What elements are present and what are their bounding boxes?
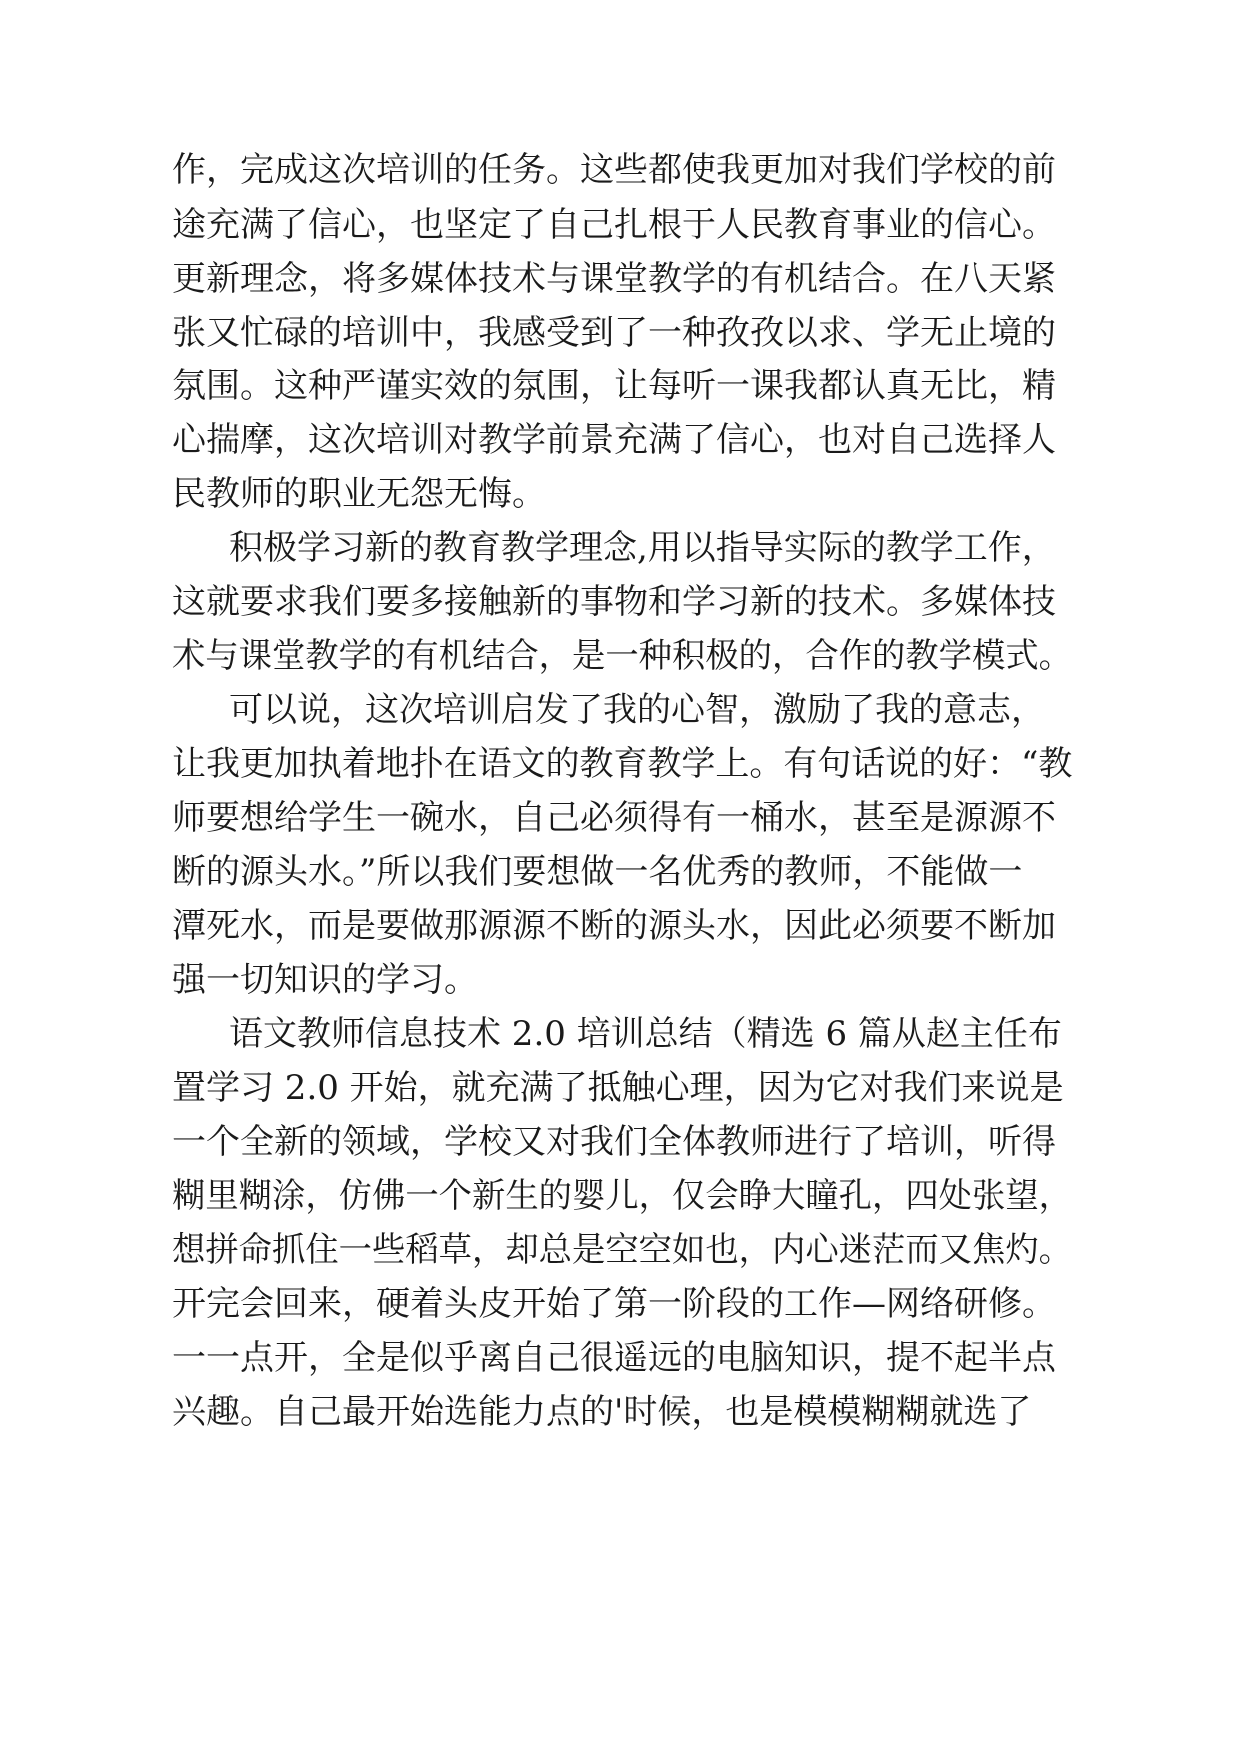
text-line: 语文教师信息技术 2.0 培训总结（精选 6 篇从赵主任布 [229, 1014, 1062, 1054]
text-line: 积极学习新的教育教学理念,用以指导实际的教学工作， [229, 528, 1056, 568]
text-line: 这就要求我们要多接触新的事物和学习新的技术。多媒体技 [172, 582, 1056, 622]
text-line: 想拼命抓住一些稻草，却总是空空如也，内心迷茫而又焦灼。 [172, 1230, 1072, 1270]
text-line: 强一切知识的学习。 [172, 960, 478, 1000]
text-line: 更新理念，将多媒体技术与课堂教学的有机结合。在八天紧 [172, 259, 1056, 299]
text-line: 民教师的职业无怨无悔。 [172, 474, 546, 514]
text-line: 术与课堂教学的有机结合，是一种积极的，合作的教学模式。 [172, 636, 1072, 676]
text-line: 心揣摩，这次培训对教学前景充满了信心，也对自己选择人 [172, 420, 1056, 460]
text-line: 可以说，这次培训启发了我的心智，激励了我的意志， [229, 690, 1045, 730]
text-line: 氛围。这种严谨实效的氛围，让每听一课我都认真无比，精 [172, 366, 1056, 406]
text-line: 一一点开，全是似乎离自己很遥远的电脑知识，提不起半点 [172, 1338, 1056, 1378]
text-line: 潭死水，而是要做那源源不断的源头水，因此必须要不断加 [172, 906, 1056, 946]
text-line: 一个全新的领域，学校又对我们全体教师进行了培训，听得 [172, 1122, 1056, 1162]
text-line: 张又忙碌的培训中，我感受到了一种孜孜以求、学无止境的 [172, 313, 1056, 353]
text-line: 断的源头水。”所以我们要想做一名优秀的教师，不能做一 [172, 852, 1023, 892]
text-line: 兴趣。自己最开始选能力点的'时候，也是模模糊糊就选了 [172, 1392, 1032, 1432]
text-line: 让我更加执着地扑在语文的教育教学上。有句话说的好：“教 [172, 744, 1073, 784]
text-line: 置学习 2.0 开始，就充满了抵触心理，因为它对我们来说是 [172, 1068, 1064, 1108]
text-line: 师要想给学生一碗水，自己必须得有一桶水，甚至是源源不 [172, 798, 1056, 838]
text-line: 途充满了信心，也坚定了自己扎根于人民教育事业的信心。 [172, 205, 1056, 245]
text-line: 作，完成这次培训的任务。这些都使我更加对我们学校的前 [172, 150, 1056, 190]
text-line: 糊里糊涂，仿佛一个新生的婴儿，仅会睁大瞳孔，四处张望， [172, 1176, 1072, 1216]
text-line: 开完会回来，硬着头皮开始了第一阶段的工作—网络研修。 [172, 1284, 1056, 1324]
